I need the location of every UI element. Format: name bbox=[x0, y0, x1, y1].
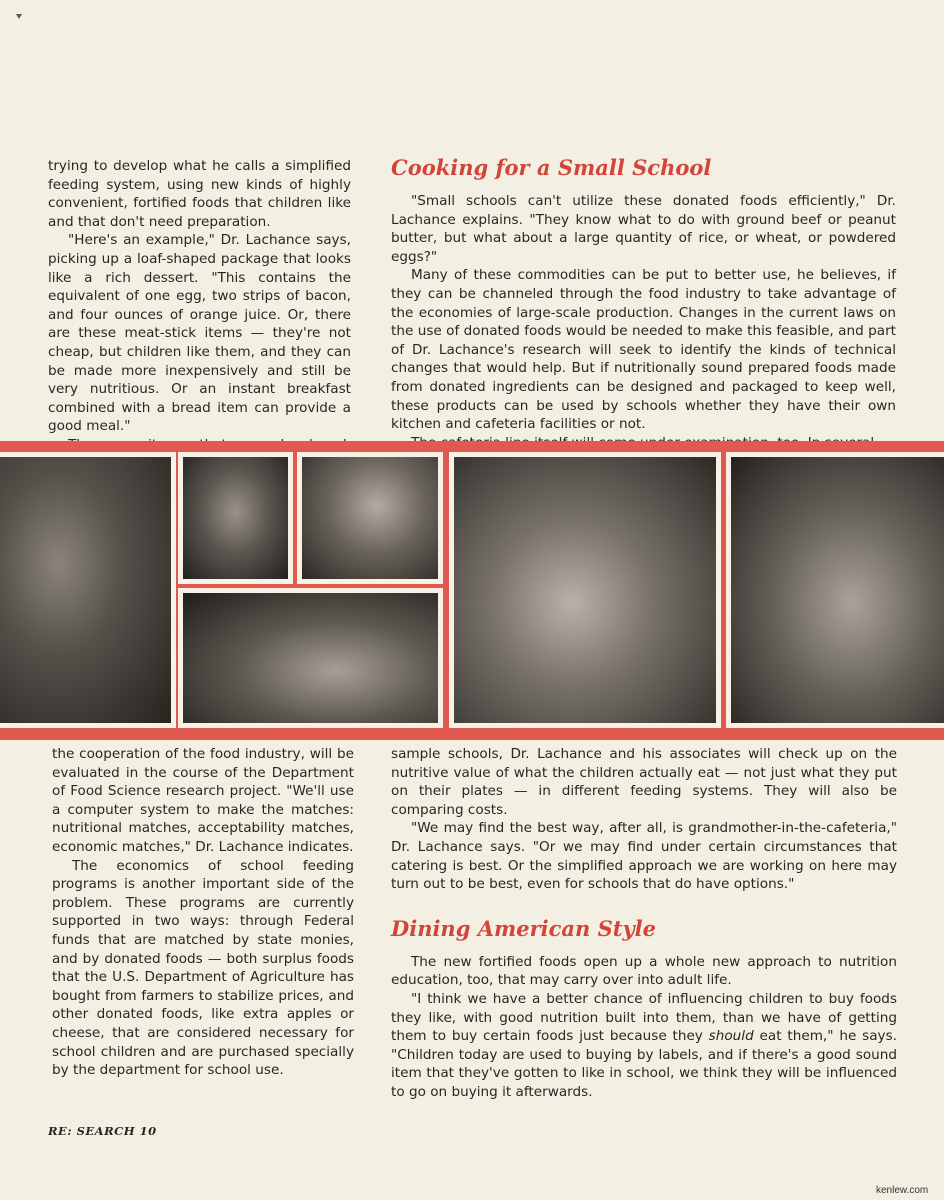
page-folio: RE: SEARCH 10 bbox=[48, 1124, 157, 1138]
paragraph: trying to develop what he calls a simplified feeding system, using new kinds of highly convenient, fortified foods that children like and that don't need preparation. bbox=[48, 158, 351, 230]
photo-boy-drinking bbox=[178, 452, 293, 584]
paragraph: sample schools, Dr. Lachance and his associates will check up on the nutritive value of what the children actually eat — not just what they put on their plates — in different feeding systems. They will also be comparing costs. bbox=[391, 746, 897, 818]
paragraph: The new fortified foods open up a whole new approach to nutrition education, too, that may carry over into adult life. bbox=[391, 953, 897, 989]
photo-children-with-trays bbox=[726, 452, 944, 728]
paragraph bbox=[391, 990, 897, 1102]
paragraph: "Small schools can't utilize these donated foods efficiently," Dr. Lachance explains. "They know what to do with ground beef or peanut butter, but what about a large quantity of rice, or wheat, or powdered eggs?" bbox=[391, 193, 896, 265]
paragraph: The economics of school feeding programs is another important side of the problem. These programs are currently supported in two ways: through Federal funds that are matched by state monies, and by donated foods — both surplus foods that the U.S. Department of Agriculture has bought from farmers to stabilize prices, and other donated foods, like extra apples or cheese, that are considered necessary for school children and are purchased specially by the department for school use. bbox=[52, 857, 354, 1079]
left-column-bottom bbox=[52, 745, 354, 1080]
photo-child-drinking-straw bbox=[297, 452, 443, 584]
emphasis-text: should bbox=[708, 1028, 754, 1045]
photo-cafeteria-server bbox=[449, 452, 721, 728]
watermark-credit: kenlew.com bbox=[876, 1185, 929, 1196]
paragraph: Many of these commodities can be put to better use, he believes, if they can be channeled through the food industry to take advantage of the economies of large-scale production. Changes in the current laws on the use of donated foods would be needed to make this feasible, and part of Dr. Lachance's research will seek to identify the kinds of technical changes that would help. But if nutritionally sound prepared foods made from donated ingredients can be designed and packaged to keep well, these products can be used by schools whether they have their own kitchen and cafeteria facilities or not. bbox=[391, 267, 896, 433]
photo-girl-eating bbox=[0, 452, 176, 728]
section-heading-dining: Dining American Style bbox=[391, 915, 656, 941]
photo-children-in-line bbox=[178, 588, 443, 728]
section-heading-cooking: Cooking for a Small School bbox=[391, 155, 712, 180]
right-column-bottom bbox=[391, 745, 897, 1102]
paragraph: "We may find the best way, after all, is grandmother-in-the-cafeteria," Dr. Lachance says. "Or we may find under certain circumstances that catering is best. Or the simplified approach we are working on here may turn out to be best, even for schools that do have options." bbox=[391, 820, 897, 893]
paragraph: the cooperation of the food industry, will be evaluated in the course of the Department of Food Science research project. "We'll use a computer system to make the matches: nutritional matches, acceptability matches, economic matches," Dr. Lachance indicates. bbox=[52, 746, 354, 855]
paragraph-text: eat them," he says. "Children today are used to buying by labels, and if there's a good sound item that they've gotten to like in school, we think they will be influenced to go on buying it afterwards. bbox=[391, 1028, 897, 1100]
right-column-top bbox=[391, 155, 896, 452]
paragraph: "Here's an example," Dr. Lachance says, picking up a loaf-shaped package that looks like a rich dessert. "This contains the equivalent of one egg, two strips of bacon, and four ounces of orange juice. Or, there are these meat-stick items — they're not cheap, but children like them, and they can be made more inexpensively and still be very nutritious. Or an instant breakfast combined with a bread item can provide a good meal." bbox=[48, 232, 351, 435]
left-column-top bbox=[48, 157, 351, 473]
paragraph-text: "I think we have a better chance of influencing children to buy foods they like, with good nutrition built into them, than we have of getting them to buy certain foods just because they bbox=[391, 990, 897, 1045]
corner-mark bbox=[16, 14, 22, 19]
